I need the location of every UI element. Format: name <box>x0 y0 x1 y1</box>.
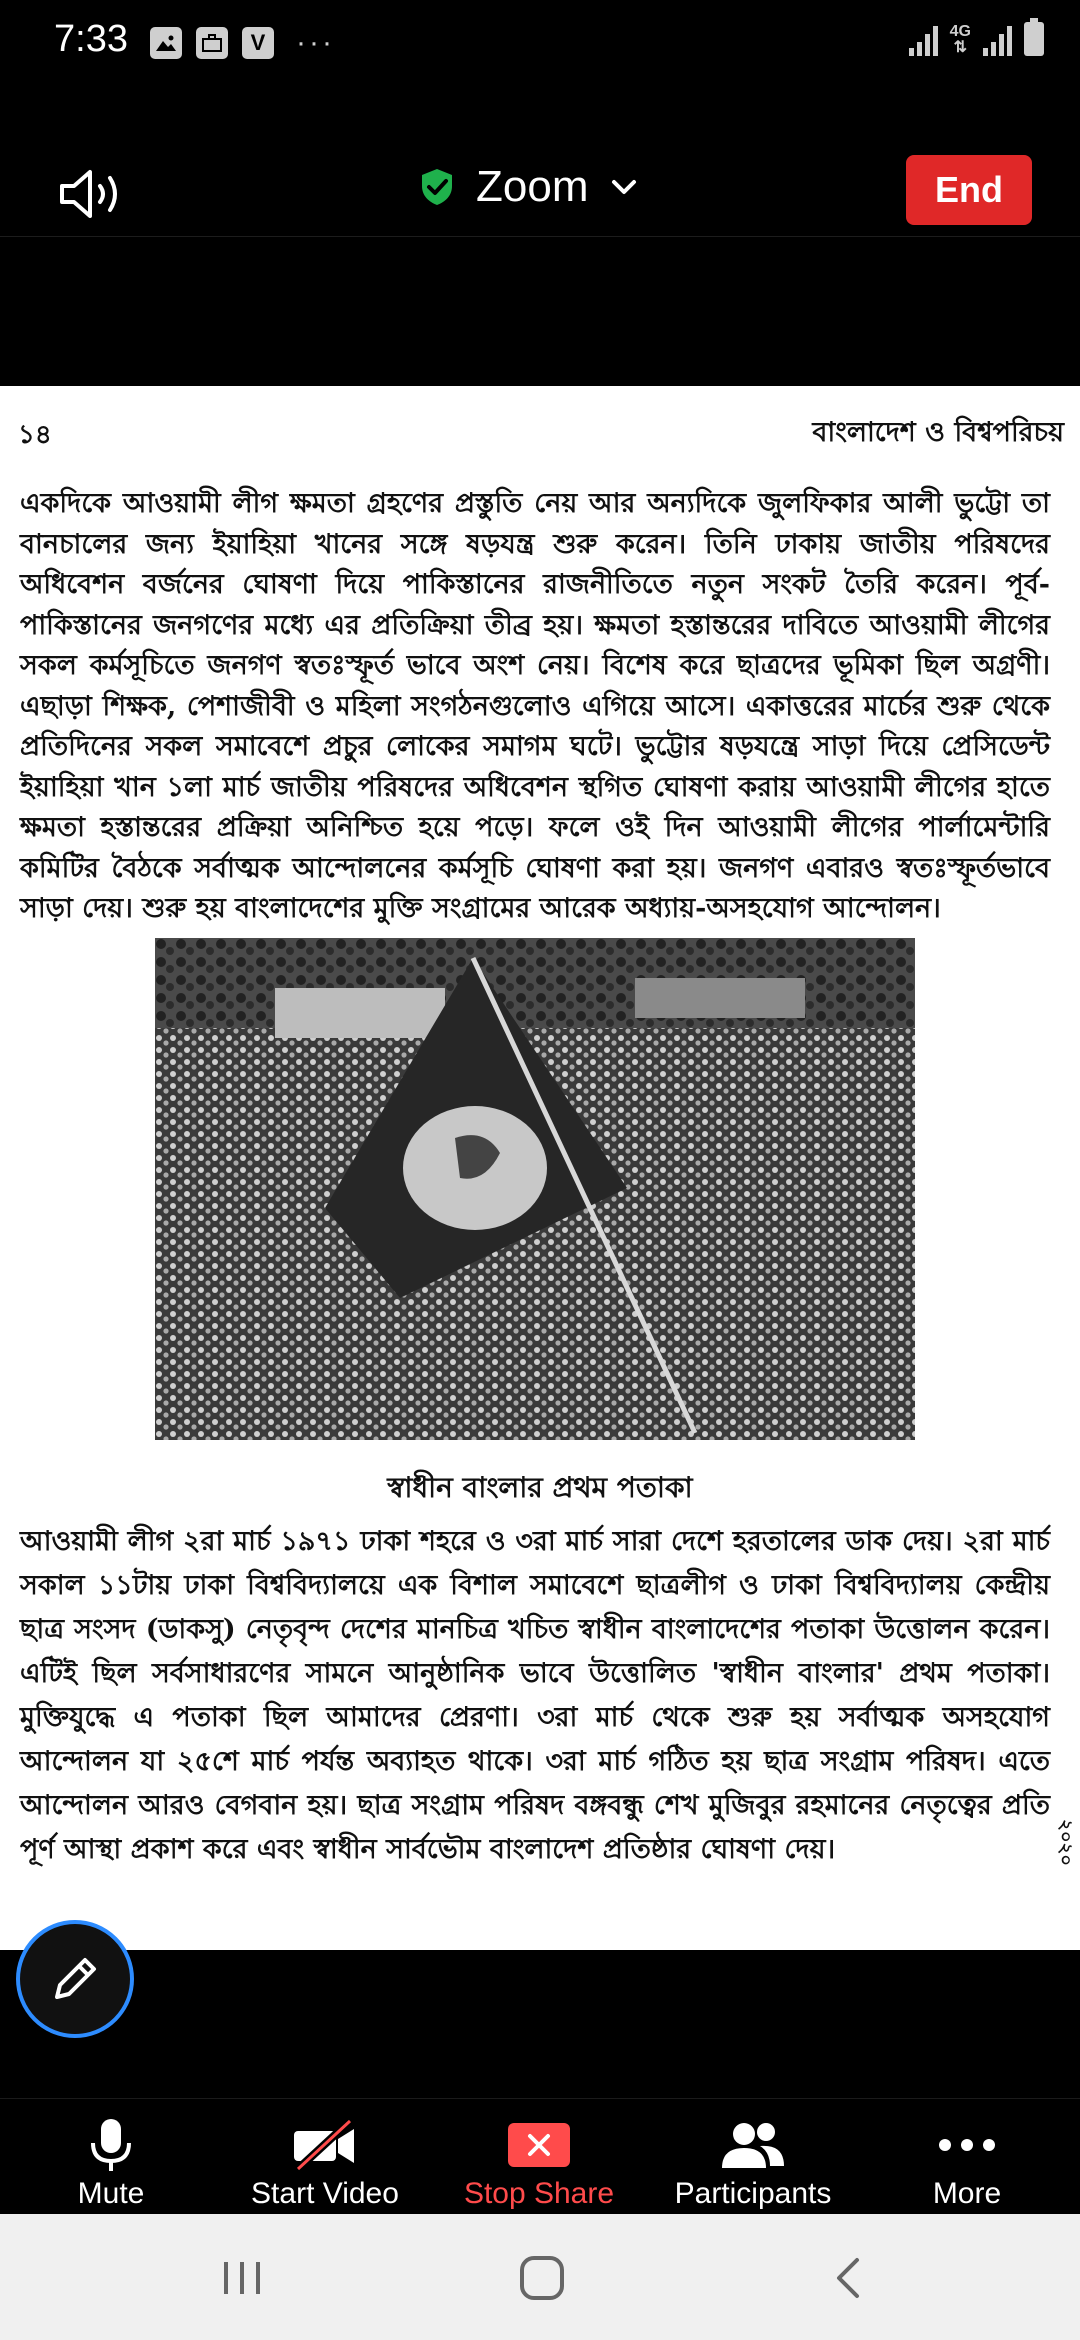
paragraph-2: আওয়ামী লীগ ২রা মার্চ ১৯৭১ ঢাকা শহরে ও ৩রা মার্চ সারা দেশে হরতালের ডাক দেয়। ২রা মার্চ সকাল ১১টায় ঢাকা বিশ্ববিদ্যালয়ে এক বিশাল সমাবেশে ছাত্রলীগ ও ঢাকা বিশ্ববিদ্যালয় কেন্দ্রীয় ছাত্র সংসদ (ডাকসু) নেতৃবৃন্দ দেশের মানচিত্র খচিত স্বাধীন বাংলাদেশের পতাকা উত্তোলন করেন। এটিই ছিল সর্বসাধারণের সামনে আনুষ্ঠানিক ভাবে উত্তোলিত 'স্বাধীন বাংলার' প্রথম পতাকা। মুক্তিযুদ্ধে এ পতাকা ছিল আমাদের প্রেরণা। ৩রা মার্চ থেকে শুরু হয় সর্বাত্মক অসহযোগ আন্দোলন যা ২৫শে মার্চ পর্যন্ত অব্যাহত থাকে। ৩রা মার্চ গঠিত হয় ছাত্র সংগ্রাম পরিষদ। এতে আন্দোলন আরও বেগবান হয়। ছাত্র সংগ্রাম পরিষদ বঙ্গবন্ধু শেখ মুজিবুর রহমানের নেতৃত্বের প্রতি পূর্ণ আস্থা প্রকাশ করে এবং স্বাধীন সার্বভৌম বাংলাদেশ প্রতিষ্ঠার ঘোষণা দেয়। <box>20 1526 1050 1865</box>
book-title-header: বাংলাদেশ ও বিশ্বপরিচয় <box>812 417 1064 448</box>
microphone-icon <box>89 2117 133 2173</box>
chevron-down-icon <box>610 177 638 197</box>
flag-rally-photo <box>155 938 915 1440</box>
stop-share-icon <box>507 2122 571 2168</box>
security-shield-icon <box>420 168 454 206</box>
meeting-title-dropdown[interactable] <box>420 162 638 212</box>
participants-label: Participants <box>674 2177 832 2210</box>
image-icon <box>150 27 182 59</box>
status-system-icons <box>909 22 1044 56</box>
status-time: 7:33 <box>54 18 128 60</box>
annotate-button[interactable] <box>16 1920 134 2038</box>
meeting-toolbar <box>0 2098 1080 2215</box>
home-icon[interactable] <box>512 2252 572 2304</box>
participants-icon <box>720 2120 786 2170</box>
more-notifications-icon: ··· <box>296 26 335 59</box>
meeting-top-bar <box>0 150 1080 237</box>
v-app-icon: V <box>242 27 274 59</box>
recent-apps-icon[interactable] <box>212 2252 272 2304</box>
meeting-title: Zoom <box>476 162 589 211</box>
shared-screen-document <box>0 386 1080 1950</box>
photo-caption: স্বাধীন বাংলার প্রথম পতাকা <box>387 1471 693 1504</box>
end-meeting-button[interactable]: End <box>906 155 1032 225</box>
stop-share-label: Stop Share <box>463 2177 615 2210</box>
start-video-button[interactable] <box>220 2117 430 2211</box>
pencil-icon <box>47 1951 103 2007</box>
more-icon <box>937 2138 997 2152</box>
back-icon[interactable] <box>818 2252 878 2304</box>
mute-button[interactable] <box>6 2117 216 2211</box>
paragraph-1: একদিকে আওয়ামী লীগ ক্ষমতা গ্রহণের প্রস্তুতি নেয় আর অন্যদিকে জুলফিকার আলী ভুট্টো তা বানচালের জন্য ইয়াহিয়া খানের সঙ্গে ষড়যন্ত্র শুরু করেন। তিনি ঢাকায় জাতীয় পরিষদের অধিবেশন বর্জনের ঘোষণা দিয়ে পাকিস্তানের রাজনীতিতে নতুন সংকট তৈরি করেন। পূর্ব-পাকিস্তানের জনগণের মধ্যে এর প্রতিক্রিয়া তীব্র হয়। ক্ষমতা হস্তান্তরের দাবিতে আওয়ামী লীগের সকল কর্মসূচিতে জনগণ স্বতঃস্ফূর্ত ভাবে অংশ নেয়। বিশেষ করে ছাত্রদের ভূমিকা ছিল অগ্রণী। এছাড়া শিক্ষক, পেশাজীবী ও মহিলা সংগঠনগুলোও এগিয়ে আসে। একাত্তরের মার্চের শুরু থেকে প্রতিদিনের সকল সমাবেশে প্রচুর লোকের সমাগম ঘটে। ভুট্টোর ষড়যন্ত্রে সাড়া দিয়ে প্রেসিডেন্ট ইয়াহিয়া খান ১লা মার্চ জাতীয় পরিষদের অধিবেশন স্থগিত ঘোষণা করায় আওয়ামী লীগের হাতে ক্ষমতা হস্তান্তরের প্রক্রিয়া অনিশ্চিত হয়ে পড়ে। ফলে ওই দিন আওয়ামী লীগের পার্লামেন্টারি কমিটির বৈঠকে সর্বাত্মক আন্দোলনের কর্মসূচি ঘোষণা করা হয়। জনগণ এবারও স্বতঃস্ফূর্তভাবে সাড়া দেয়। শুরু হয় বাংলাদেশের মুক্তি সংগ্রামের আরেক অধ্যায়-অসহযোগ আন্দোলন। <box>20 488 1050 924</box>
speaker-icon[interactable] <box>58 168 128 220</box>
mute-label: Mute <box>77 2177 145 2210</box>
status-bar <box>0 0 1080 86</box>
battery-icon <box>1024 22 1044 56</box>
system-navigation-bar <box>0 2214 1080 2340</box>
network-type: 4G ⇅ <box>949 23 971 56</box>
signal-icon-2 <box>983 22 1012 56</box>
side-year-mark: ২০২০ <box>1055 1819 1076 1866</box>
video-off-icon <box>290 2117 360 2173</box>
page-number: ১৪ <box>18 420 52 450</box>
stop-share-button[interactable] <box>434 2117 644 2211</box>
more-label: More <box>932 2177 1002 2210</box>
more-button[interactable] <box>862 2117 1072 2211</box>
participants-button[interactable] <box>648 2117 858 2211</box>
start-video-label: Start Video <box>251 2177 399 2210</box>
briefcase-icon <box>196 27 228 59</box>
status-notification-icons <box>150 26 335 60</box>
signal-icon <box>909 22 938 56</box>
